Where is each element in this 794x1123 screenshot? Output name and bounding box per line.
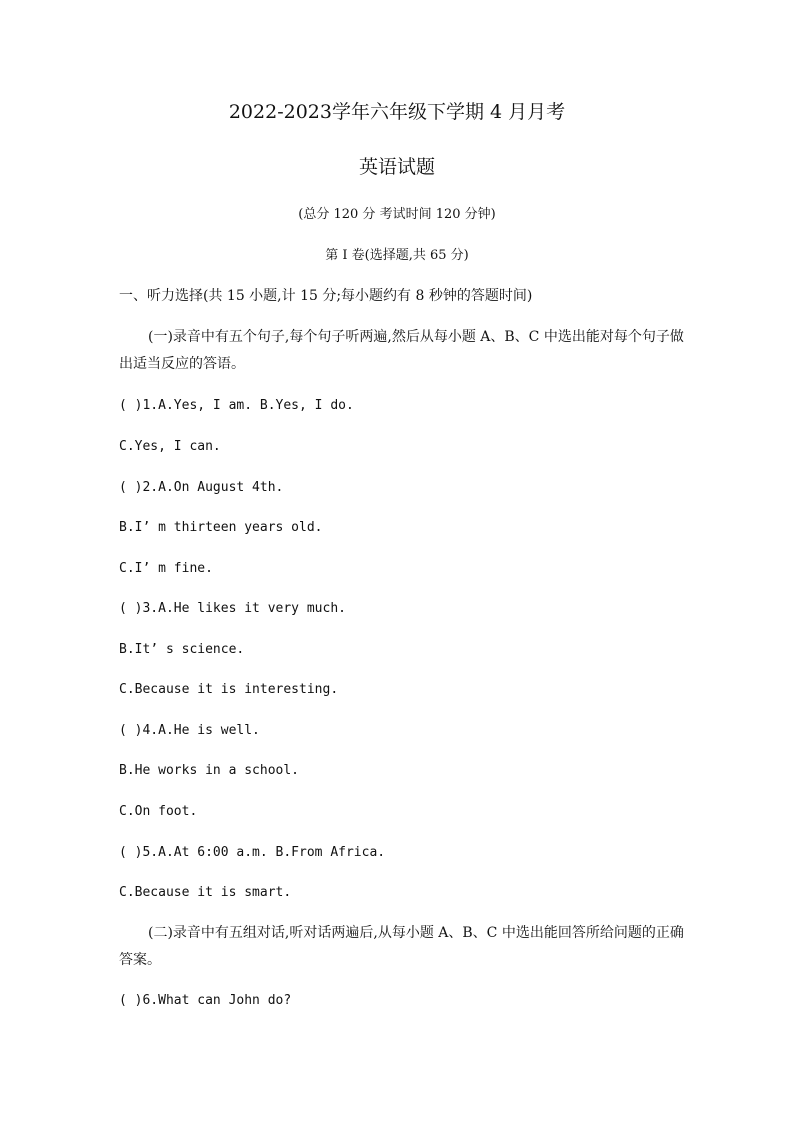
section-heading: 一、听力选择(共 15 小题,计 15 分;每小题约有 8 秒钟的答题时间) bbox=[119, 288, 533, 304]
exam-title: 2022-2023学年六年级下学期 4 月月考 bbox=[228, 101, 566, 123]
part1-instructions-cont: 出适当反应的答语。 bbox=[119, 356, 245, 372]
question-5: ( )5.A.At 6:00 a.m. B.From Africa. bbox=[119, 845, 386, 860]
question-2-option-c: C.I’ m fine. bbox=[119, 561, 213, 576]
question-1-option-c: C.Yes, I can. bbox=[119, 439, 221, 454]
question-1: ( )1.A.Yes, I am. B.Yes, I do. bbox=[119, 398, 354, 413]
question-2-option-b: B.I’ m thirteen years old. bbox=[119, 520, 323, 535]
part2-instructions-cont: 答案。 bbox=[119, 952, 161, 968]
question-4: ( )4.A.He is well. bbox=[119, 723, 260, 738]
question-3-option-b: B.It’ s science. bbox=[119, 642, 245, 657]
score-info: (总分 120 分 考试时间 120 分钟) bbox=[298, 207, 496, 222]
question-2: ( )2.A.On August 4th. bbox=[119, 480, 284, 495]
question-4-option-b: B.He works in a school. bbox=[119, 763, 300, 778]
question-4-option-c: C.On foot. bbox=[119, 804, 198, 819]
part1-instructions: (一)录音中有五个句子,每个句子听两遍,然后从每小题 A、B、C 中选出能对每个句子做 bbox=[148, 329, 684, 345]
question-6: ( )6.What can John do? bbox=[119, 993, 292, 1008]
part2-instructions: (二)录音中有五组对话,听对话两遍后,从每小题 A、B、C 中选出能回答所给问题的正确 bbox=[148, 925, 684, 941]
question-5-option-c: C.Because it is smart. bbox=[119, 885, 292, 900]
volume-heading: 第 I 卷(选择题,共 65 分) bbox=[325, 248, 469, 263]
question-3-option-c: C.Because it is interesting. bbox=[119, 682, 339, 697]
exam-subtitle: 英语试题 bbox=[358, 156, 435, 178]
question-3: ( )3.A.He likes it very much. bbox=[119, 601, 346, 616]
